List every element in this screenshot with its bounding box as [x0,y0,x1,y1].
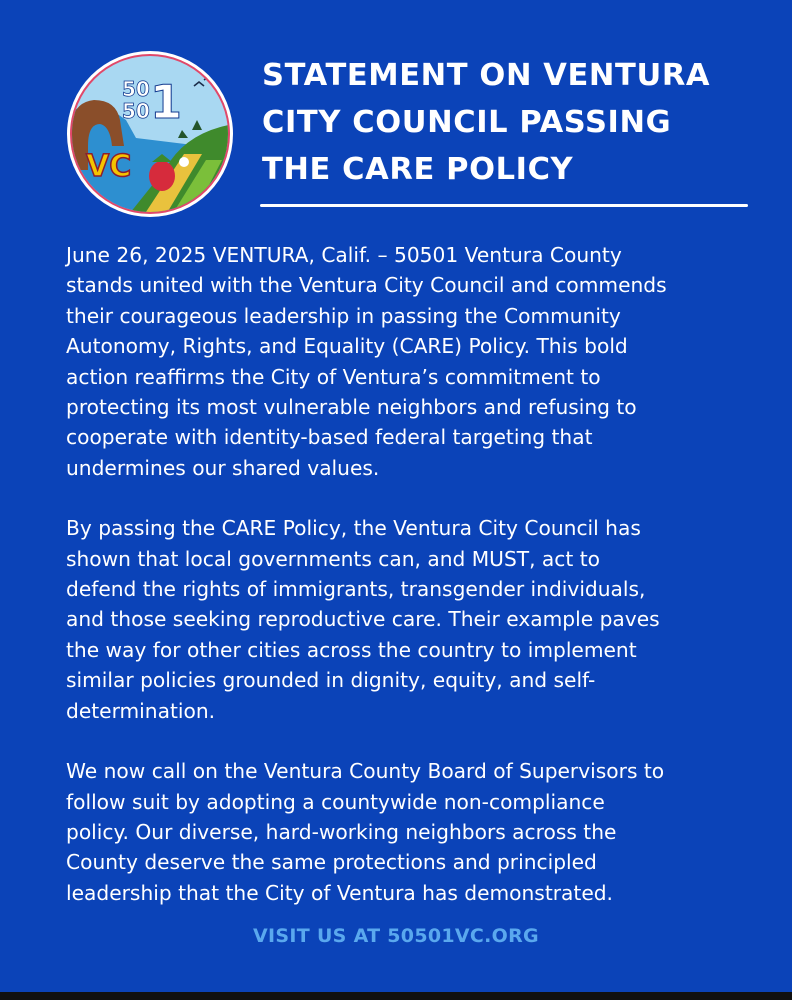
text-line: policy. Our diverse, hard-working neighbors across the [66,819,617,844]
statement-body [66,240,756,938]
text-line: determination. [66,698,216,723]
title-line: STATEMENT ON VENTURA [262,58,711,93]
text-line: protecting its most vulnerable neighbors and refusing to [66,395,637,420]
text-line: leadership that the City of Ventura has demonstrated. [66,880,613,905]
text-line: stands united with the Ventura City Council and commends [66,273,667,298]
50501-vc-logo [66,50,234,218]
text-line: County deserve the same protections and principled [66,850,597,875]
text-line: June 26, 2025 VENTURA, Calif. – 50501 Ventura County [66,243,622,267]
text-line: defend the rights of immigrants, transgender individuals, [66,577,646,602]
text-line: cooperate with identity-based federal targeting that [66,425,593,450]
paragraph-care-policy [66,513,756,726]
logo-number-one: 1 [150,75,183,129]
website-footer: VISIT US AT 50501VC.ORG [253,925,539,947]
text-line: the way for other cities across the country to implement [66,637,637,662]
title-line: THE CARE POLICY [262,152,574,187]
text-line: Autonomy, Rights, and Equality (CARE) Policy. This bold [66,334,628,359]
logo-number-bottom: 50 [122,99,150,123]
logo-number-top: 50 [122,77,150,101]
title-line: CITY COUNCIL PASSING [262,105,672,140]
bottom-edge-bar [0,992,792,1000]
page-title [262,52,762,193]
text-line: follow suit by adopting a countywide non-compliance [66,789,605,814]
logo-initials: VC [86,149,132,184]
text-line: similar policies grounded in dignity, equity, and self- [66,668,596,693]
text-line: shown that local governments can, and MUST, act to [66,546,600,571]
text-line: By passing the CARE Policy, the Ventura City Council has [66,516,641,541]
paragraph-call-to-action [66,756,756,908]
text-line: and those seeking reproductive care. Their example paves [66,607,660,632]
text-line: action reaffirms the City of Ventura’s commitment to [66,364,601,389]
text-line: We now call on the Ventura County Board of Supervisors to [66,759,665,784]
text-line: undermines our shared values. [66,455,380,480]
paragraph-intro [66,240,756,483]
text-line: their courageous leadership in passing the Community [66,303,621,328]
title-underline-divider [260,204,748,207]
